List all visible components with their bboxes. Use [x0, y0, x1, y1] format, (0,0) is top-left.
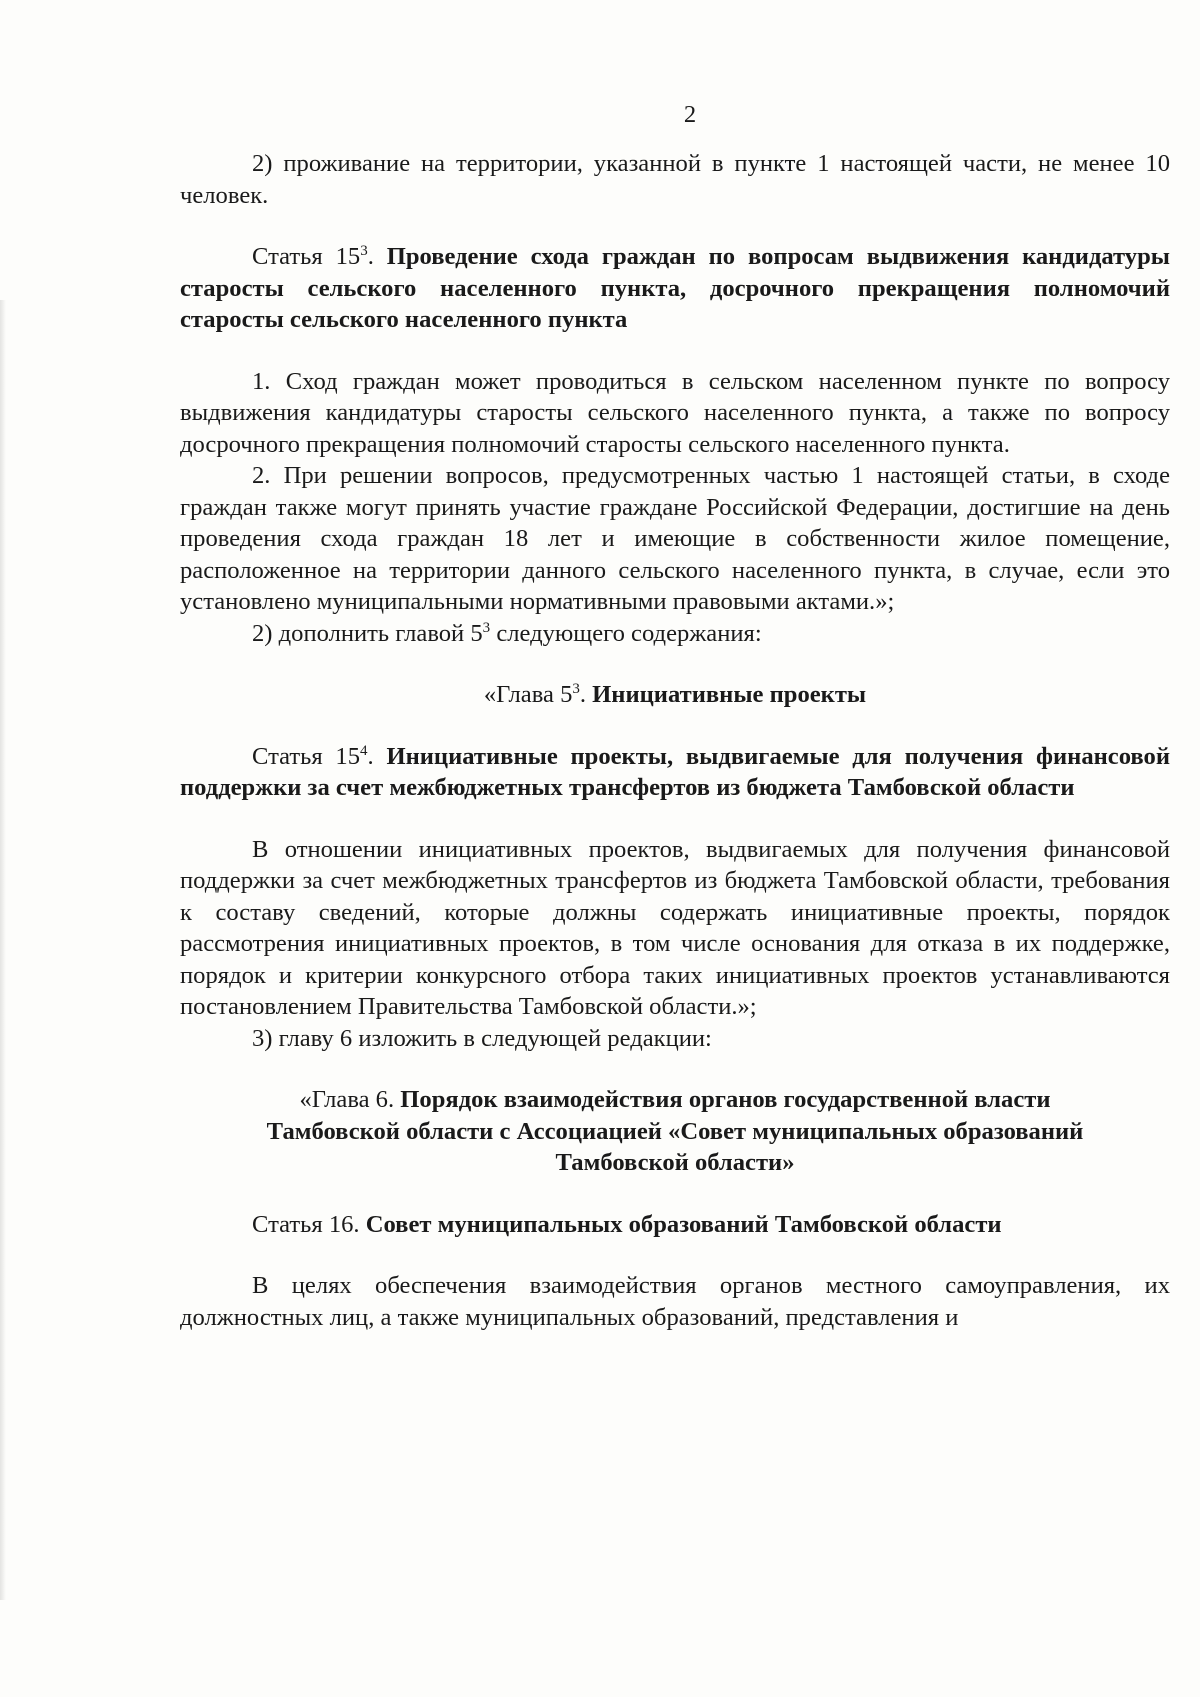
- chapter-6-prefix: «Глава 6.: [299, 1086, 401, 1113]
- amendment-2-rest: следующего содержания:: [490, 619, 762, 647]
- article-15-3-superscript: 3: [360, 243, 368, 259]
- article-15-3-prefix: Статья 15: [252, 243, 361, 270]
- article-16-prefix: Статья 16.: [252, 1210, 366, 1238]
- article-15-4-title: Инициативные проекты, выдвигаемые для получения финансовой поддержки за счет межбюджетных трансфертов из бюджета Тамбовской области: [180, 742, 1170, 801]
- amendment-2-text: 2) дополнить главой 5: [252, 619, 483, 647]
- article-15-3-title: Проведение схода граждан по вопросам выдвижения кандидатуры старосты сельского населенного пункта, досрочного прекращения полномочий старосты сельского населенного пункта: [180, 243, 1170, 333]
- document-body: [180, 96, 1170, 1333]
- amendment-3: 3) главу 6 изложить в следующей редакции:: [252, 1024, 712, 1052]
- chapter-5-3-dot: .: [579, 681, 593, 708]
- scan-edge-shadow: [0, 300, 6, 1600]
- article-16-text: В целях обеспечения взаимодействия органов местного самоуправления, их должностных лиц, а также муниципальных образований, представления и: [180, 1272, 1170, 1331]
- amendment-2: [180, 618, 1170, 650]
- article-15-4-heading: [180, 741, 1170, 804]
- chapter-6-title-line-2: Тамбовской области с Ассоциацией «Совет муниципальных образований: [266, 1117, 1084, 1145]
- chapter-5-3-heading: [180, 679, 1170, 711]
- chapter-6-title-line-3: Тамбовской области»: [555, 1149, 795, 1176]
- article-15-4-text: В отношении инициативных проектов, выдвигаемых для получения финансовой поддержки за счет межбюджетных трансфертов из бюджета Тамбовской области, требования к составу сведений, которые должны содержать инициативные проекты, порядок рассмотрения инициативных проектов, в том числе основания для отказа в их поддержке, порядок и критерии конкурсного отбора таких инициативных проектов устанавливаются постановлением Правительства Тамбовской области.»;: [180, 835, 1170, 1020]
- article-15-3-part-1: 1. Сход граждан может проводиться в сельском населенном пункте по вопросу выдвижения кандидатуры старосты сельского населенного пункта, а также по вопросу досрочного прекращения полномочий старосты сельского населенного пункта.: [180, 367, 1170, 458]
- chapter-6-title-line-1: Порядок взаимодействия органов государственной власти: [400, 1086, 1051, 1113]
- article-16-heading: [180, 1209, 1170, 1241]
- article-15-4-superscript: 4: [360, 742, 368, 759]
- article-15-3-part-2: 2. При решении вопросов, предусмотренных частью 1 настоящей статьи, в сходе граждан также могут принять участие граждане Российской Федерации, достигшие на день проведения схода граждан 18 лет и имеющие в собственности жилое помещение, расположенное на территории данного сельского населенного пункта, в случае, если это установлено муниципальными нормативными правовыми актами.»;: [180, 462, 1170, 615]
- chapter-5-3-prefix: «Глава 5: [483, 681, 573, 708]
- article-16-title: Совет муниципальных образований Тамбовской области: [365, 1210, 1002, 1238]
- article-15-3-dot: .: [367, 243, 387, 270]
- chapter-6-heading: [180, 1084, 1170, 1179]
- article-15-3-heading: [180, 241, 1170, 336]
- article-15-4-dot: .: [367, 742, 387, 770]
- article-15-4-prefix: Статья 15: [252, 742, 361, 770]
- amendment-2-superscript: 3: [482, 619, 491, 636]
- chapter-5-3-title: Инициативные проекты: [592, 681, 867, 708]
- paragraph-residence-condition: 2) проживание на территории, указанной в пункте 1 настоящей части, не менее 10 человек.: [180, 150, 1170, 209]
- page-number: 2: [683, 101, 697, 128]
- chapter-5-3-superscript: 3: [572, 681, 580, 697]
